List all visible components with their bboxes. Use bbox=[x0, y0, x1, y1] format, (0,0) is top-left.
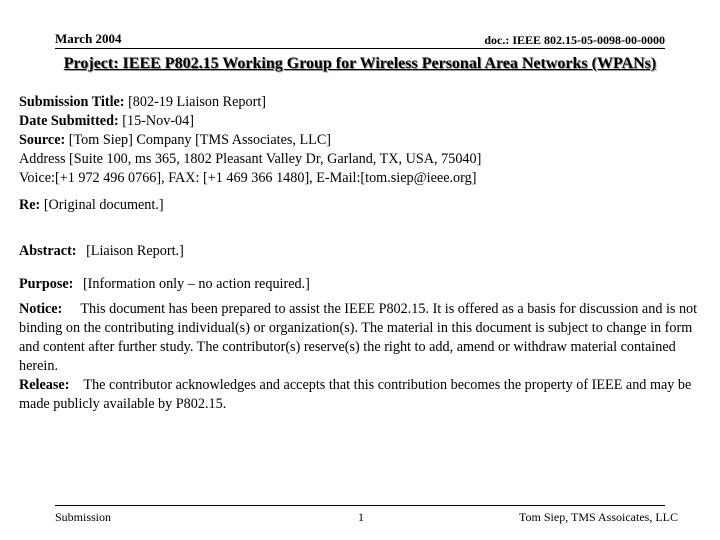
purpose-value: [Information only – no action required.] bbox=[82, 276, 310, 292]
re-label: Re: bbox=[19, 197, 41, 213]
submission-title-value: [802-19 Liaison Report] bbox=[128, 94, 266, 110]
date-submitted-value: [15-Nov-04] bbox=[122, 113, 194, 129]
voice-text: Voice: bbox=[19, 170, 55, 186]
company-value: [TMS Associates, LLC] bbox=[195, 132, 332, 148]
submission-title-line bbox=[19, 93, 712, 112]
submission-block bbox=[19, 93, 712, 188]
notice-text: This document has been prepared to assist the IEEE P802.15. It is offered as a basis for discussion and is not binding on the contributing individual(s) or organization(s). The material in this document is subject to change in form and content after further study. The contributor(s) reserve(s) the right to add, amend or withdraw material contained herein. bbox=[19, 301, 698, 374]
email-text: , E-Mail: bbox=[309, 170, 361, 186]
footer-rule bbox=[55, 505, 665, 506]
source-name: [Tom Siep] bbox=[68, 132, 133, 148]
header-doc-id: doc.: IEEE 802.15-05-0098-00-0000 bbox=[484, 33, 665, 47]
abstract-line bbox=[19, 242, 712, 261]
fax-value: [+1 469 366 1480] bbox=[203, 170, 310, 186]
footer-page-number: 1 bbox=[358, 510, 364, 524]
source-label: Source: bbox=[19, 132, 66, 148]
notice-label: Notice: bbox=[19, 301, 63, 317]
date-submitted-line bbox=[19, 112, 712, 131]
notice-paragraph bbox=[19, 300, 712, 376]
contact-line bbox=[19, 169, 712, 188]
release-text: The contributor acknowledges and accepts that this contribution becomes the property of IEEE and may be made publicly available by P802.15. bbox=[19, 377, 692, 412]
abstract-label: Abstract: bbox=[19, 243, 77, 259]
company-text: Company bbox=[136, 132, 192, 148]
footer-right: Tom Siep, TMS Assoicates, LLC bbox=[519, 510, 678, 524]
re-value: [Original document.] bbox=[43, 197, 164, 213]
purpose-line bbox=[19, 275, 712, 294]
header-date: March 2004 bbox=[55, 31, 122, 46]
email-value: [tom.siep@ieee.org] bbox=[360, 170, 477, 186]
project-title: Project: IEEE P802.15 Working Group for Wireless Personal Area Networks (WPANs) bbox=[63, 55, 657, 72]
re-line bbox=[19, 196, 712, 215]
release-paragraph bbox=[19, 376, 712, 414]
abstract-value: [Liaison Report.] bbox=[86, 243, 184, 259]
fax-text: , FAX: bbox=[161, 170, 200, 186]
date-submitted-label: Date Submitted: bbox=[19, 113, 119, 129]
submission-title-label: Submission Title: bbox=[19, 94, 125, 110]
release-label: Release: bbox=[19, 377, 70, 393]
source-line bbox=[19, 131, 712, 150]
address-line bbox=[19, 150, 712, 169]
header-rule bbox=[55, 48, 665, 49]
address-value: [Suite 100, ms 365, 1802 Pleasant Valley Dr, Garland, TX, USA, 75040] bbox=[69, 151, 482, 167]
notice-release-block bbox=[19, 300, 712, 414]
voice-value: [+1 972 496 0766] bbox=[55, 170, 162, 186]
purpose-label: Purpose: bbox=[19, 276, 74, 292]
address-text: Address bbox=[19, 151, 66, 167]
footer-left: Submission bbox=[55, 510, 112, 524]
